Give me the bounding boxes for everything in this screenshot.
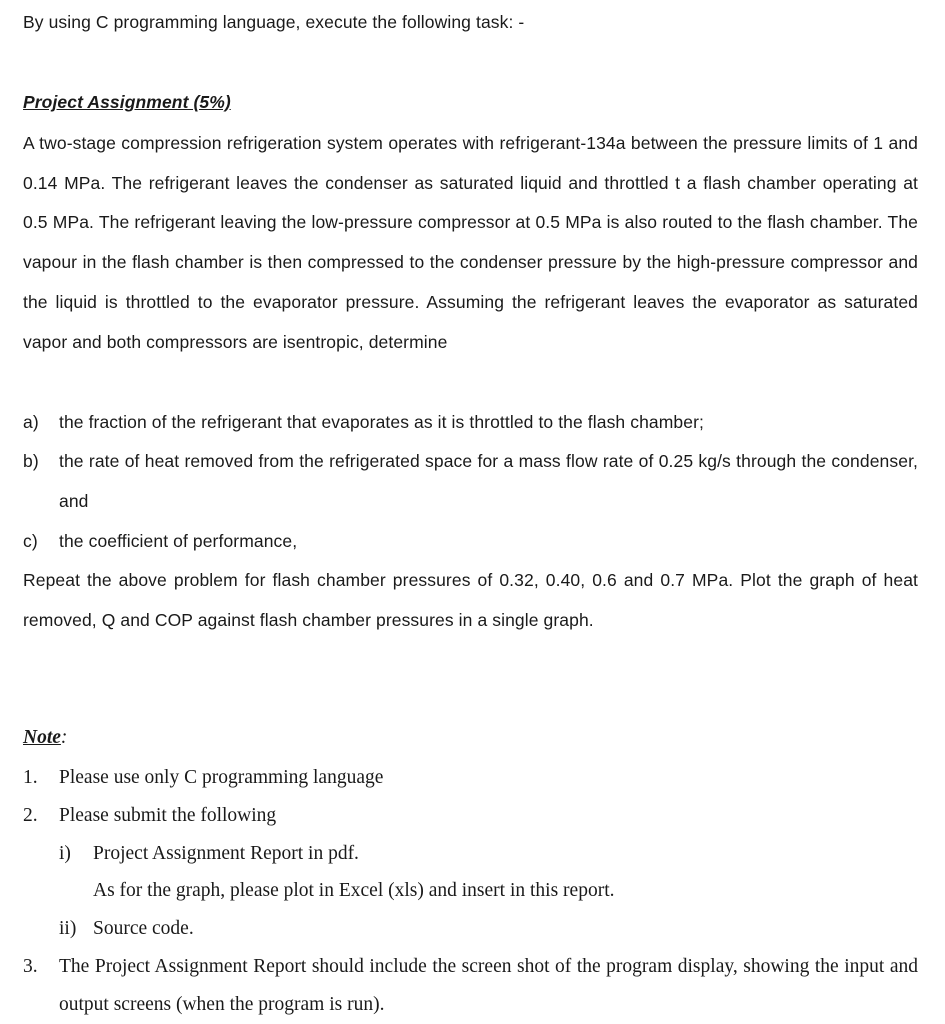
note-heading: [23, 727, 67, 749]
subitem-text: Source code.: [93, 918, 194, 939]
project-heading: Project Assignment (5%): [23, 92, 231, 112]
question-item-c: [23, 522, 918, 562]
note-marker: 3.: [23, 956, 38, 977]
question-marker: c): [23, 531, 38, 551]
note-item-2: [23, 797, 918, 835]
question-text: the fraction of the refrigerant that evaporates as it is throttled to the flash chamber;: [59, 412, 704, 432]
note-text: Please use only C programming language: [59, 767, 384, 788]
note-marker: 1.: [23, 767, 38, 788]
subitem-detail-text: As for the graph, please plot in Excel (xls) and insert in this report.: [93, 880, 615, 901]
note-marker: 2.: [23, 805, 38, 826]
problem-paragraph: A two-stage compression refrigeration system operates with refrigerant-134a between the pressure limits of 1 and 0.14 MPa. The refrigerant leaves the condenser as saturated liquid and throttled t a flash chamber operating at 0.5 MPa. The refrigerant leaving the low-pressure compressor at 0.5 MPa is also routed to the flash chamber. The vapour in the flash chamber is then compressed to the condenser pressure by the high-pressure compressor and the liquid is throttled to the evaporator pressure. Assuming the refrigerant leaves the evaporator as saturated vapor and both compressors are isentropic, determine: [23, 133, 918, 352]
question-item-b: [23, 442, 918, 522]
note-label: Note: [23, 727, 61, 748]
question-text: the rate of heat removed from the refrigerated space for a mass flow rate of 0.25 kg/s through the condenser, and: [59, 451, 918, 511]
question-text: the coefficient of performance,: [59, 531, 298, 551]
note-text: The Project Assignment Report should include the screen shot of the program display, showing the input and output screens (when the program is run).: [59, 956, 918, 1015]
question-item-a: [23, 403, 918, 443]
intro-instruction: By using C programming language, execute the following task: -: [23, 12, 525, 32]
repeat-paragraph: Repeat the above problem for flash chamber pressures of 0.32, 0.40, 0.6 and 0.7 MPa. Plot the graph of heat removed, Q and COP against flash chamber pressures in a single graph.: [23, 570, 918, 630]
question-marker: b): [23, 451, 39, 471]
note-text: Please submit the following: [59, 805, 277, 826]
subitem-marker: i): [59, 843, 71, 864]
note-subitem-ii: [59, 910, 759, 948]
note-subitem-i-detail: [59, 872, 759, 910]
note-colon: :: [60, 727, 68, 748]
subitem-text: Project Assignment Report in pdf.: [93, 843, 359, 864]
question-marker: a): [23, 412, 39, 432]
subitem-marker: ii): [59, 918, 77, 939]
note-item-1: [23, 759, 918, 797]
note-item-3: [23, 948, 918, 1024]
note-subitem-i: [59, 835, 759, 873]
